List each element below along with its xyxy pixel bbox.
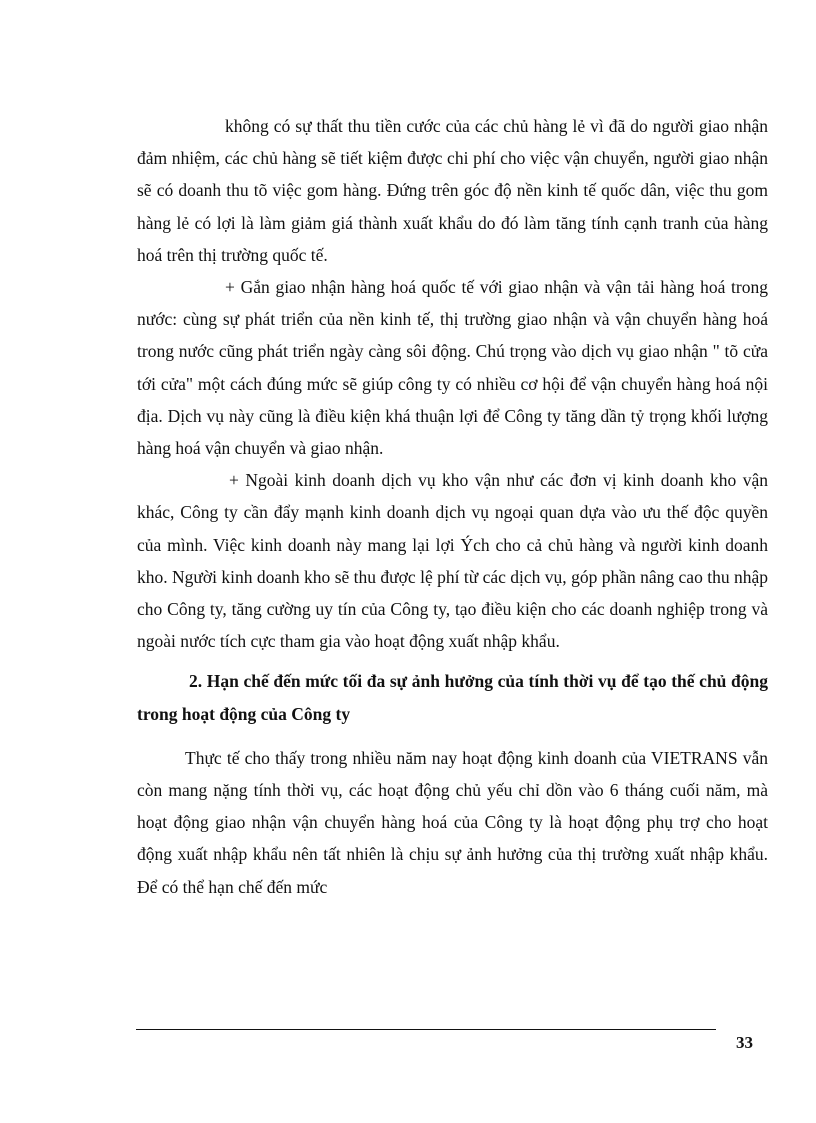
section-heading: 2. Hạn chế đến mức tối đa sự ảnh hưởng của tính thời vụ để tạo thế chủ động trong hoạt động của Công ty [137,671,768,724]
paragraph-consolidation-benefits: không có sự thất thu tiền cước của các chủ hàng lẻ vì đã do người giao nhận đảm nhiệm, các chủ hàng sẽ tiết kiệm được chi phí cho việc vận chuyển, người giao nhận sẽ có doanh thu tõ việc gom hàng. Đứng trên góc độ nền kinh tế quốc dân, việc thu gom hàng lẻ có lợi là làm giảm giá thành xuất khẩu do đó làm tăng tính cạnh tranh của hàng hoá trên thị trường quốc tế. [137,116,768,265]
paragraph-domestic-forwarding: + Gắn giao nhận hàng hoá quốc tế với giao nhận và vận tải hàng hoá trong nước: cùng sự phát triển của nền kinh tế, thị trường giao nhận và vận chuyển hàng hoá trong nước cũng phát triển ngày càng sôi động. Chú trọng vào dịch vụ giao nhận " tõ cửa tới cửa" một cách đúng mức sẽ giúp công ty có nhiều cơ hội để vận chuyển hàng hoá nội địa. Dịch vụ này cũng là điều kiện khá thuận lợi để Công ty tăng dần tỷ trọng khối lượng hàng hoá vận chuyển và giao nhận. [137,277,768,459]
page-content [137,110,768,903]
footer-rule [136,1029,716,1030]
paragraph-bonded-warehouse: + Ngoài kinh doanh dịch vụ kho vận như các đơn vị kinh doanh kho vận khác, Công ty cần đẩy mạnh kinh doanh dịch vụ ngoại quan dựa vào ưu thế độc quyền của mình. Việc kinh doanh này mang lại lợi Ých cho cả chủ hàng và người kinh doanh kho. Người kinh doanh kho sẽ thu được lệ phí từ các dịch vụ, góp phần nâng cao thu nhập cho Công ty, tăng cường uy tín của Công ty, tạo điều kiện cho các doanh nghiệp trong và ngoài nước tích cực tham gia vào hoạt động xuất nhập khẩu. [137,470,768,652]
page-number: 33 [736,1033,753,1052]
paragraph-seasonality: Thực tế cho thấy trong nhiều năm nay hoạt động kinh doanh của VIETRANS vẫn còn mang nặng tính thời vụ, các hoạt động chủ yếu chỉ dồn vào 6 tháng cuối năm, mà hoạt động giao nhận vận chuyển hàng hoá của Công ty là hoạt động phụ trợ cho hoạt động xuất nhập khẩu nên tất nhiên là chịu sự ảnh hưởng của thị trường xuất nhập khẩu. Để có thể hạn chế đến mức [137,747,768,897]
